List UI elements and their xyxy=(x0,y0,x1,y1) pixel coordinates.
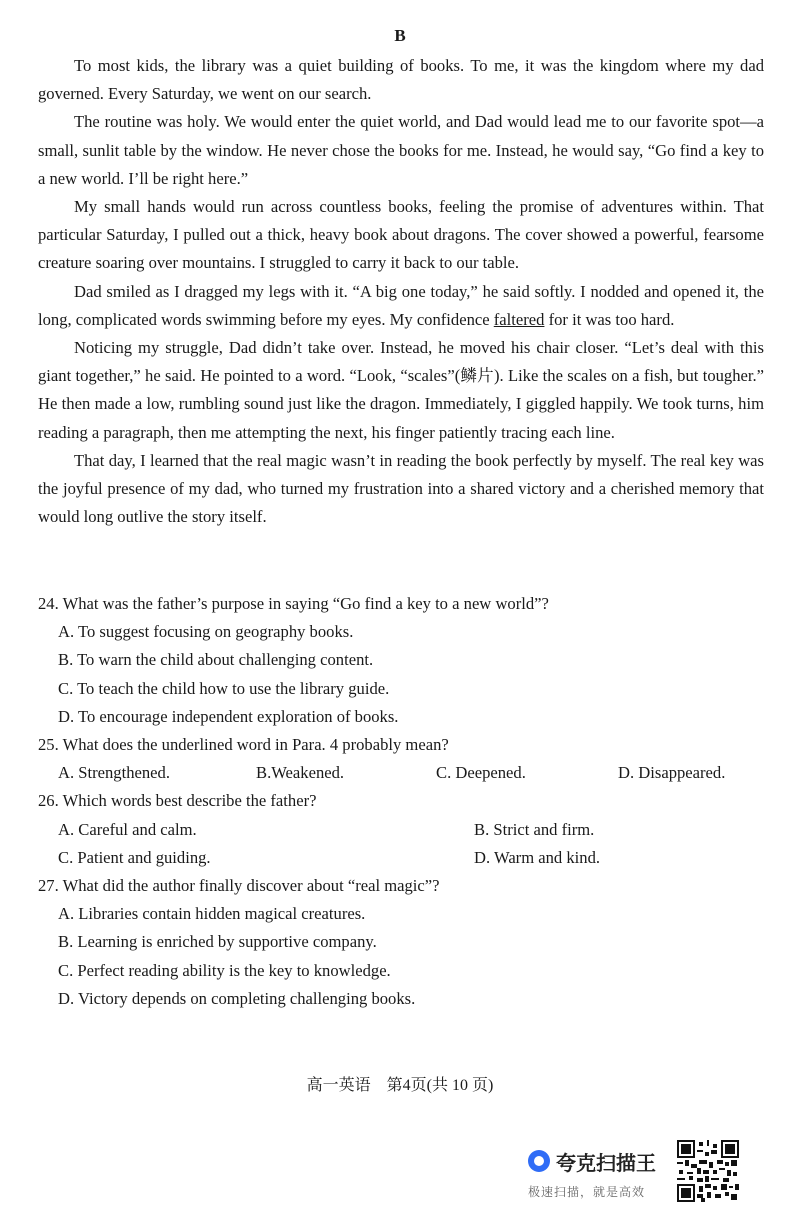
question-list xyxy=(38,590,764,1013)
scanner-app-name: 夸克扫描王 xyxy=(556,1151,656,1175)
underlined-word: faltered xyxy=(493,309,545,329)
option-a: A. Strengthened. xyxy=(58,763,170,783)
option-b: B. Strict and firm. xyxy=(474,819,595,839)
option-c: C. Patient and guiding. xyxy=(58,847,211,867)
paragraph-2: The routine was holy. We would enter the quiet world, and Dad would lead me to our favorite spot—a small, sunlit table by the window. He never chose the books for me. Instead, he would say, “Go find a key to a new world. I’ll be right here.” xyxy=(38,112,764,188)
option-b: B.Weakened. xyxy=(256,763,345,783)
reading-passage xyxy=(38,52,764,531)
question-24 xyxy=(38,590,764,731)
paragraph-6: That day, I learned that the real magic wasn’t in reading the book perfectly by myself. The real key was the joyful presence of my dad, who turned my frustration into a shared victory and a cherished memory that would long outlive the story itself. xyxy=(38,450,764,527)
option-d: D. Warm and kind. xyxy=(474,847,601,867)
section-title: B xyxy=(394,26,406,45)
paragraph-5: Noticing my struggle, Dad didn’t take over. Instead, he moved his chair closer. “Let’s deal with this giant together,” he said. He pointed to a word. “Look, “scales”(鳞片). Like the scales on a fish, but tougher.” He then made a low, rumbling sound just like the dragon. Immediately, I giggled happily. We took turns, him reading a paragraph, then me attempting the next, his finger patiently tracing each line. xyxy=(38,338,764,442)
option-d: D. Disappeared. xyxy=(618,763,726,783)
option-a: A. Careful and calm. xyxy=(58,819,197,839)
paragraph-4-text-a: Dad smiled as I dragged my legs with it. “A big one today,” he said softly. I nodded and opened it, the long, complicated words swimming before my eyes. My confidence xyxy=(38,281,764,329)
option-a: A. To suggest focusing on geography books. xyxy=(58,622,354,642)
question-stem: 24. What was the father’s purpose in saying “Go find a key to a new world”? xyxy=(38,594,549,613)
page-footer: 高一英语 第4页(共 10 页) xyxy=(306,1077,494,1094)
question-27 xyxy=(38,872,764,1013)
paragraph-4 xyxy=(38,278,764,334)
question-stem: 26. Which words best describe the father? xyxy=(38,791,317,811)
option-c: C. Perfect reading ability is the key to knowledge. xyxy=(58,960,391,980)
qr-code-icon xyxy=(677,1140,739,1202)
scanner-slogan: 极速扫描，就是高效 xyxy=(528,1185,646,1199)
option-c: C. Deepened. xyxy=(436,763,526,783)
option-b: B. To warn the child about challenging content. xyxy=(58,650,374,670)
question-stem: 27. What did the author finally discover about “real magic”? xyxy=(38,876,440,896)
option-row xyxy=(38,759,764,787)
option-row xyxy=(38,816,764,844)
option-d: D. Victory depends on completing challenging books. xyxy=(58,988,416,1008)
paragraph-1: To most kids, the library was a quiet building of books. To me, it was the kingdom where my dad governed. Every Saturday, we went on our search. xyxy=(38,56,764,104)
option-row xyxy=(38,844,764,872)
paragraph-3: My small hands would run across countless books, feeling the promise of adventures within. That particular Saturday, I pulled out a thick, heavy book about dragons. The cover showed a powerful, fearsome creature soaring over mountains. I struggled to carry it back to our table. xyxy=(38,197,764,273)
question-25 xyxy=(38,731,764,787)
paragraph-4-text-b: for it was too hard. xyxy=(544,309,675,329)
scanner-logo-icon xyxy=(528,1150,550,1172)
option-c: C. To teach the child how to use the library guide. xyxy=(58,678,390,698)
question-26 xyxy=(38,787,764,872)
option-d: D. To encourage independent exploration of books. xyxy=(58,706,399,726)
option-b: B. Learning is enriched by supportive company. xyxy=(58,932,377,952)
question-stem: 25. What does the underlined word in Para. 4 probably mean? xyxy=(38,735,449,755)
option-a: A. Libraries contain hidden magical creatures. xyxy=(58,904,366,924)
